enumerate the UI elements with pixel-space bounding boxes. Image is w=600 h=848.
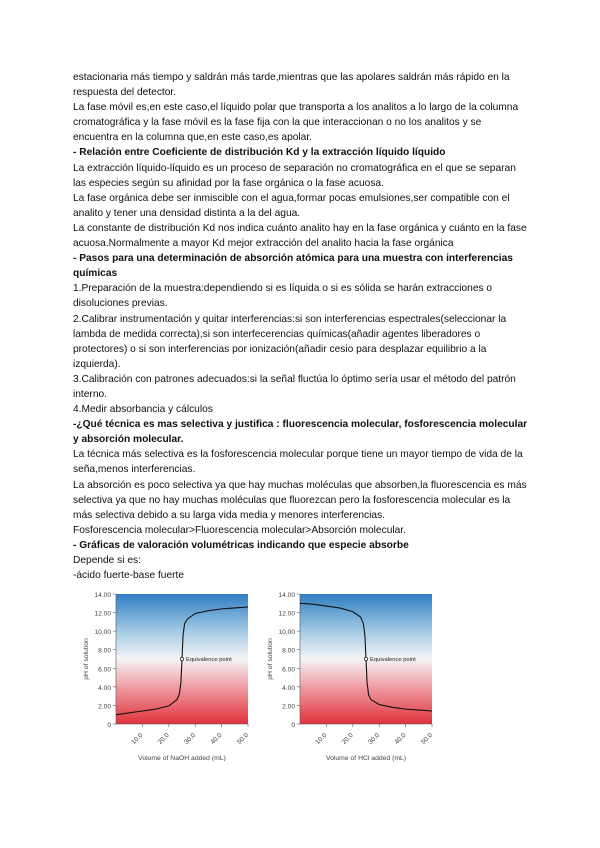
section-heading: - Pasos para una determinación de absorción atómica para una muestra con interferencias químicas <box>73 253 513 280</box>
paragraph: La fase orgánica debe ser inmiscible con el agua,formar pocas emulsiones,ser compatible con el analito y tener una densidad distinta a la del agua. <box>73 192 510 219</box>
y-tick-label: 10.00 <box>278 629 295 637</box>
x-tick-label: 10.0 <box>314 731 329 746</box>
x-tick-label: 50.0 <box>419 731 434 746</box>
x-tick-label: 20.0 <box>156 731 171 746</box>
x-tick-label: 20.0 <box>340 731 355 746</box>
y-tick-label: 14.00 <box>278 592 295 599</box>
y-tick-label: 6.00 <box>282 666 295 674</box>
equivalence-point-marker <box>364 657 367 660</box>
titration-chart-hcl-svg <box>262 588 442 768</box>
section-heading: -¿Qué técnica es mas selectiva y justifica : fluorescencia molecular, fosforescencia molecular y absorción molecular. <box>73 419 528 446</box>
y-tick-label: 4.00 <box>98 684 111 692</box>
paragraph: Fosforescencia molecular>Fluorescencia molecular>Absorción molecular. <box>73 524 406 536</box>
y-tick-label: 14.00 <box>94 592 111 599</box>
y-tick-label: 8.00 <box>98 647 111 655</box>
x-tick-label: 30.0 <box>367 731 382 746</box>
paragraph: estacionaria más tiempo y saldrán más tarde,mientras que las apolares saldrán más rápido en la respuesta del detector. <box>73 72 510 99</box>
section-heading: - Gráficas de valoración volumétricas indicando que especie absorbe <box>73 539 409 551</box>
y-axis-label: pH of solution <box>267 638 274 680</box>
x-tick-label: 50.0 <box>235 731 250 746</box>
x-axis-label: Volume of HCl added (mL) <box>325 755 407 762</box>
y-tick-label: 2.00 <box>98 703 111 711</box>
titration-chart-naoh <box>78 588 258 768</box>
paragraph: -ácido fuerte-base fuerte <box>73 570 184 582</box>
paragraph: 1.Preparación de la muestra:dependiendo si es líquida o si es sólida se harán extracciones o disoluciones previas. <box>73 283 493 310</box>
y-tick-label: 8.00 <box>282 647 295 655</box>
paragraph: La constante de distribución Kd nos indica cuánto analito hay en la fase orgánica y cuánto en la fase acuosa.Normalmente a mayor Kd mejor extracción del analito hacia la fase orgánica <box>73 222 527 250</box>
paragraph: 3.Calibración con patrones adecuados:si la señal fluctúa lo óptimo sería usar el método del patrón interno. <box>73 373 516 400</box>
document-body <box>73 70 528 583</box>
equivalence-point-label: Equivalence point <box>186 657 232 663</box>
y-tick-label: 12.00 <box>94 610 111 618</box>
equivalence-point-marker <box>180 657 183 660</box>
y-tick-label: 4.00 <box>282 684 295 692</box>
paragraph: La fase móvil es,en este caso,el líquido polar que transporta a los analitos a lo largo de la columna cromatográfica y la fase móvil es la fase fija con la que interaccionan o no los analitos y se encuentra en la columna que,en este caso,es apolar. <box>73 102 519 144</box>
y-tick-label: 2.00 <box>282 703 295 711</box>
titration-chart-hcl <box>262 588 442 768</box>
paragraph: La técnica más selectiva es la fosforescencia molecular porque tiene un mayor tiempo de vida de la seña,menos interferencias. <box>73 449 523 476</box>
y-tick-label: 0 <box>291 722 295 729</box>
x-tick-label: 10.0 <box>130 731 145 746</box>
x-tick-label: 40.0 <box>393 731 408 746</box>
paragraph: La absorción es poco selectiva ya que hay muchas moléculas que absorben,la fluorescencia es más selectiva ya que no hay muchas moléculas que fluorezcan pero la fosforescencia molecular es la más selectiva debido a su larga vida media y menores interferencias. <box>73 479 527 521</box>
x-tick-label: 40.0 <box>209 731 224 746</box>
y-axis-label: pH of solution <box>83 638 90 680</box>
section-heading: - Relación entre Coeficiente de distribución Kd y la extracción líquido líquido <box>73 147 446 159</box>
paragraph: 4.Medir absorbancia y cálculos <box>73 404 213 416</box>
y-tick-label: 0 <box>107 722 111 729</box>
x-tick-label: 30.0 <box>183 731 198 746</box>
y-tick-label: 10.00 <box>94 629 111 637</box>
paragraph: Depende si es: <box>73 555 141 566</box>
titration-chart-naoh-svg <box>78 588 258 768</box>
y-tick-label: 6.00 <box>98 666 111 674</box>
y-tick-label: 12.00 <box>278 610 295 618</box>
equivalence-point-label: Equivalence point <box>370 657 416 663</box>
x-axis-label: Volume of NaOH added (mL) <box>138 755 226 762</box>
paragraph: 2.Calibrar instrumentación y quitar interferencias:si son interferencias espectrales(seleccionar la lambda de medida correcta),si son interfecerencias químicas(añadir agentes liberadores o protectores) o si son interferencias por ionización(añadir cesio para desplazar equilibrio a la izquierda). <box>73 313 507 370</box>
paragraph: La extracción líquido-líquido es un proceso de separación no cromatográfica en el que se separan las especies según su afinidad por la fase orgánica o la fase acuosa. <box>73 162 516 189</box>
